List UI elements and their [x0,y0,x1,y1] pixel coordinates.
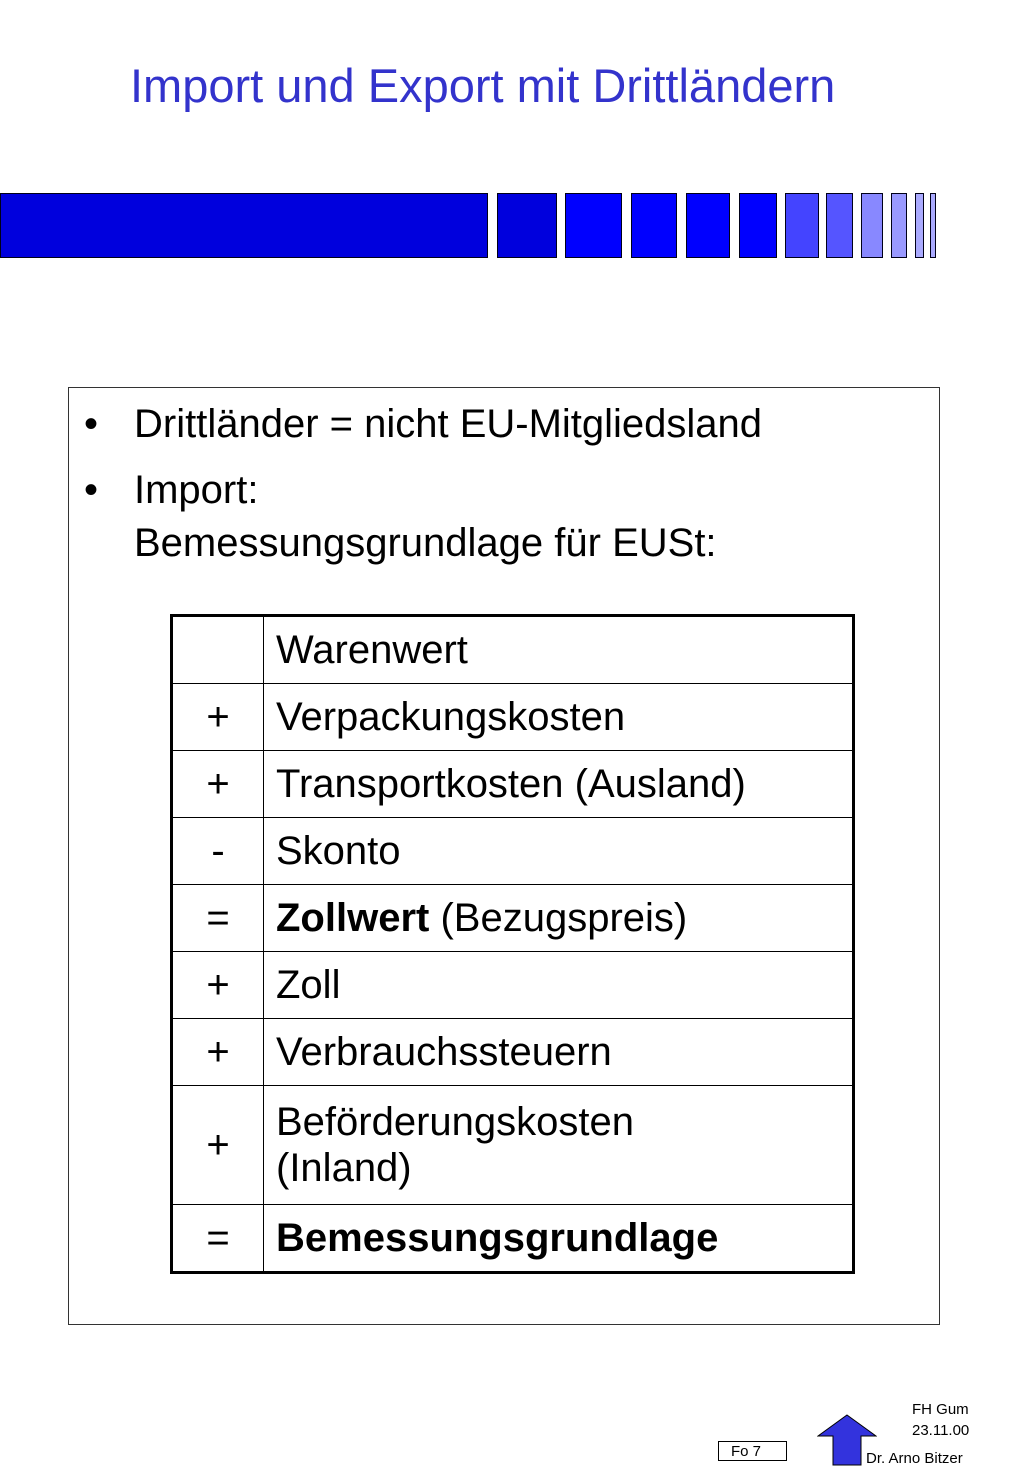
footer-institution: FH Gum [912,1401,969,1418]
table-row [172,1205,854,1273]
footer-author: Dr. Arno Bitzer [866,1450,963,1467]
operator-cell [172,616,264,684]
bar-segment [631,193,677,258]
item-cell: Transportkosten (Ausland) [264,751,854,818]
table-row [172,684,854,751]
table-row [172,1086,854,1205]
table-row [172,616,854,684]
bar-segment [785,193,819,258]
table-row [172,1019,854,1086]
table-row [172,952,854,1019]
bullet-drittlaender: Drittländer = nicht EU-Mitgliedsland [134,402,763,446]
page-title: Import und Export mit Drittländern [130,59,836,112]
item-cell [264,885,854,952]
bar-segment [861,193,883,258]
operator-cell: + [172,684,264,751]
bar-segment [565,193,622,258]
operator-cell: + [172,952,264,1019]
bullet-marker: • [84,468,99,512]
bar-segment [497,193,557,258]
bar-segment [826,193,853,258]
item-cell: Skonto [264,818,854,885]
bar-segment [891,193,907,258]
bar-segment [0,193,488,258]
bullet-import: Import: [134,468,259,512]
item-cell: Warenwert [264,616,854,684]
table-row [172,751,854,818]
operator-cell: + [172,1019,264,1086]
item-cell: Verbrauchssteuern [264,1019,854,1086]
operator-cell: + [172,1086,264,1205]
item-cell: Verpackungskosten [264,684,854,751]
table-row [172,818,854,885]
item-line: Beförderungskosten [276,1100,635,1144]
page-number: Fo 7 [718,1441,787,1461]
bar-segment [686,193,730,258]
zollwert-note: (Bezugspreis) [429,896,688,940]
bar-segment [930,193,936,258]
item-cell [264,1086,854,1205]
footer-date: 23.11.00 [912,1422,970,1439]
bullet-marker: • [84,402,99,446]
bar-segment [915,193,924,258]
operator-cell: - [172,818,264,885]
table-row [172,885,854,952]
result-cell: Bemessungsgrundlage [264,1205,854,1273]
operator-cell: = [172,885,264,952]
operator-cell: = [172,1205,264,1273]
bullet-import-subline: Bemessungsgrundlage für EUSt: [134,521,717,565]
item-line: (Inland) [276,1146,412,1190]
bar-segment [739,193,777,258]
calculation-table [170,614,855,1274]
item-cell: Zoll [264,952,854,1019]
zollwert-label: Zollwert [276,896,430,940]
operator-cell: + [172,751,264,818]
